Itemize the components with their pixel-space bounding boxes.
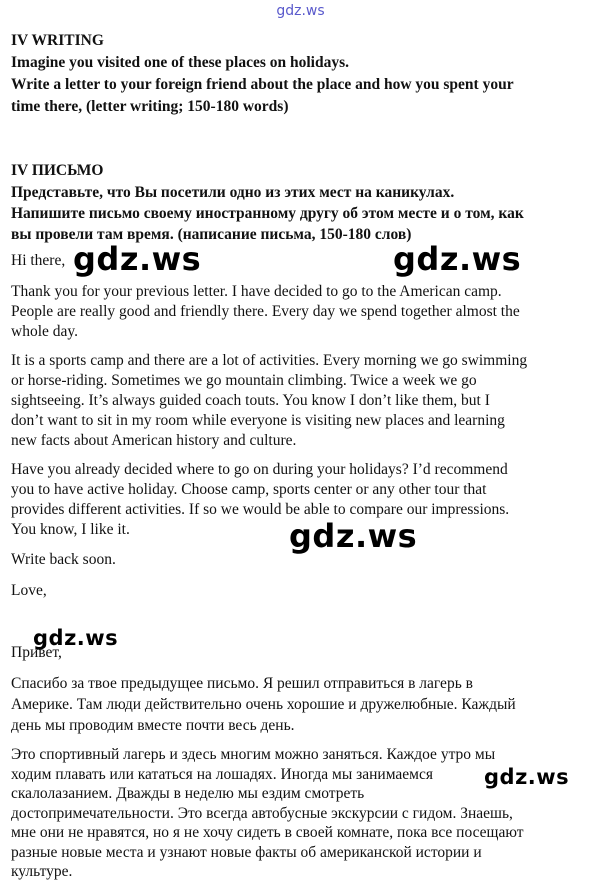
letter-russian-paragraph-1 [11, 673, 591, 736]
letter-line: sightseeing. It’s always guided coach touts. You know I don’t like them, but I [11, 392, 490, 409]
letter-line: provides different activities. If so we would be able to compare our impressions. [11, 501, 510, 518]
letter-line: whole day. [11, 323, 79, 340]
letter-english-paragraph-1 [11, 282, 591, 342]
letter-line: Have you already decided where to go on during your holidays? I’d recommend [11, 461, 508, 478]
letter-sign-off: Love, [11, 582, 47, 599]
letter-line: культуре. [11, 863, 73, 880]
task-russian-line: Представьте, что Вы посетили одно из этих мест на каникулах. [11, 184, 455, 201]
letter-line: People are really good and friendly there. Every day we spend together almost the [11, 303, 520, 320]
letter-line: Thank you for your previous letter. I have decided to go to the American camp. [11, 283, 502, 300]
letter-closing: Write back soon. [11, 551, 116, 568]
task-english-line: Imagine you visited one of these places on holidays. [11, 54, 350, 71]
letter-line: ходим плавать или кататься на лошадях. Иногда мы занимаемся [11, 765, 433, 783]
letter-english-paragraph-2 [11, 351, 591, 451]
letter-russian-greeting: Привет, [11, 644, 62, 661]
letter-line: or horse-riding. Sometimes we go mountain climbing. Twice a week we go [11, 372, 477, 389]
task-english-line: time there, (letter writing; 150-180 words) [11, 98, 289, 115]
letter-line: You know, I like it. [11, 521, 130, 538]
letter-line: разные новые места и узнают новые факты об американской истории и [11, 843, 482, 861]
letter-english-greeting: Hi there, [11, 252, 66, 269]
letter-line: мне они не нравятся, но я не хочу сидеть в своей комнате, пока все посещают [11, 824, 524, 841]
letter-line: Америке. Там люди действительно очень хорошие и дружелюбные. Каждый [11, 696, 516, 713]
watermark: gdz.ws [33, 626, 119, 650]
letter-line: достопримечательности. Это всегда автобусные экскурсии с гидом. Знаешь, [11, 804, 513, 822]
task-russian-line: вы провели там время. (написание письма, 150-180 слов) [11, 226, 412, 243]
watermark: gdz.ws [289, 517, 418, 555]
letter-line: Это спортивный лагерь и здесь многим можно заняться. Каждое утро мы [11, 746, 496, 763]
task-russian [11, 160, 591, 245]
letter-line: Спасибо за твое предыдущее письмо. Я решил отправиться в лагерь в [11, 675, 473, 692]
letter-line: скалолазанием. Дважды в неделю мы ездим смотреть [11, 785, 365, 802]
task-russian-heading: IV ПИСЬМО [11, 162, 104, 179]
letter-line: don’t want to sit in my room while everyone is visiting new places and learning [11, 412, 505, 429]
letter-english-closing-2 [11, 581, 591, 601]
task-english [11, 30, 591, 118]
letter-line: you to have active holiday. Choose camp, sports center or any other tour that [11, 481, 487, 498]
top-watermark: gdz.ws [276, 3, 325, 19]
letter-line: It is a sports camp and there are a lot of activities. Every morning we go swimming [11, 352, 528, 369]
watermark: gdz.ws [73, 240, 202, 278]
letter-line: день мы проводим вместе почти весь день. [11, 717, 295, 734]
task-english-line: Write a letter to your foreign friend about the place and how you spent your [11, 76, 514, 93]
task-english-heading: IV WRITING [11, 32, 104, 49]
watermark: gdz.ws [484, 765, 570, 789]
watermark: gdz.ws [393, 240, 522, 278]
letter-line: new facts about American history and culture. [11, 432, 297, 449]
task-russian-line: Напишите письмо своему иностранному другу об этом месте и о том, как [11, 205, 524, 222]
